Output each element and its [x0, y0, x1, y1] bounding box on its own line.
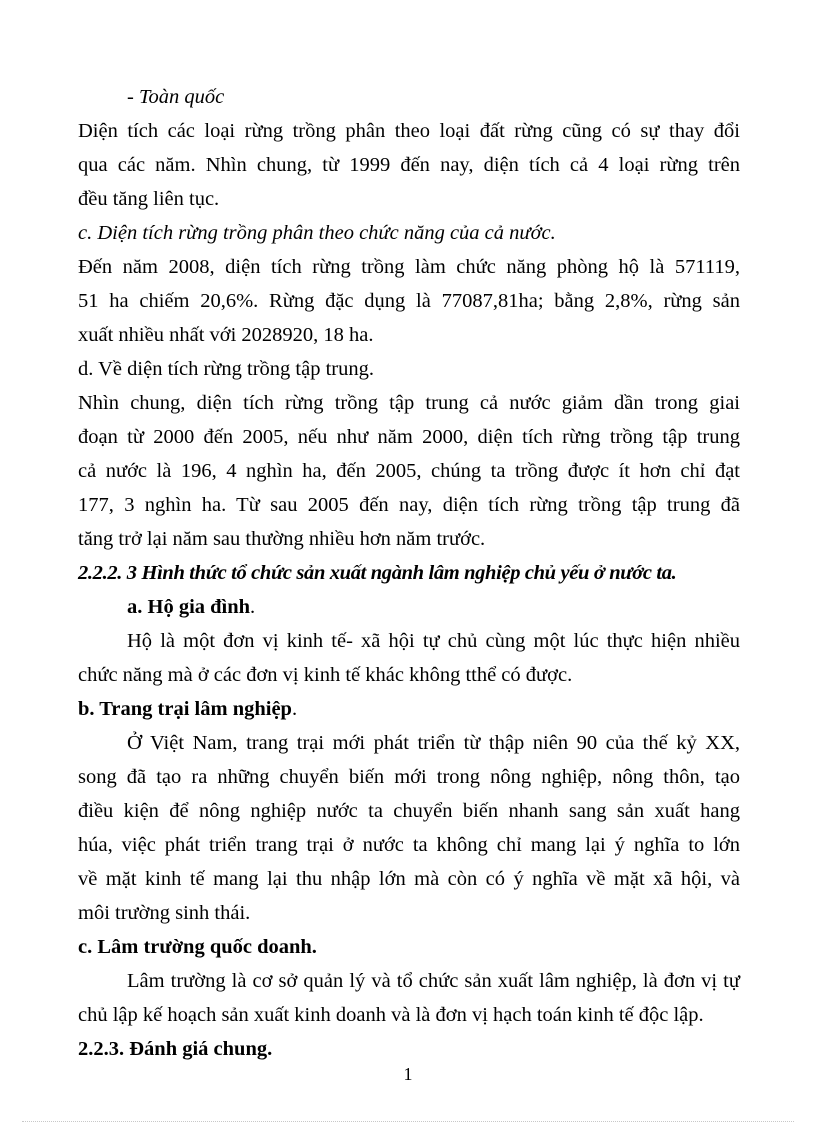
heading-2-2-2-3-hinh-thuc: 2.2.2. 3 Hình thức tổ chức sản xuất ngành lâm nghiệp chủ yếu ở nước ta.	[78, 562, 677, 584]
paragraph-line: Ở Việt Nam, trang trại mới phát triển từ thập niên 90 của thế kỷ XX,	[127, 732, 740, 754]
paragraph-line: Hộ là một đơn vị kinh tế- xã hội tự chủ cùng một lúc thực hiện nhiều	[127, 630, 740, 652]
paragraph-line: xuất nhiều nhất với 2028920, 18 ha.	[78, 324, 374, 346]
paragraph-line: qua các năm. Nhìn chung, từ 1999 đến nay, diện tích cả 4 loại rừng trên	[78, 154, 740, 176]
page-bottom-divider	[22, 1121, 794, 1122]
heading-a-dot: .	[250, 596, 256, 618]
paragraph-line: 177, 3 nghìn ha. Từ sau 2005 đến nay, diện tích rừng trồng tập trung đã	[78, 494, 740, 516]
paragraph-line: húa, việc phát triển trang trại ở nước ta không chỉ mang lại ý nghĩa to lớn	[78, 834, 740, 856]
heading-d-tap-trung: d. Về diện tích rừng trồng tập trung.	[78, 358, 374, 380]
heading-c-chuc-nang: c. Diện tích rừng trồng phân theo chức năng của cả nước.	[78, 222, 556, 244]
paragraph-line: Nhìn chung, diện tích rừng trồng tập trung cả nước giảm dần trong giai	[78, 392, 740, 414]
subheading-toan-quoc: - Toàn quốc	[127, 86, 225, 108]
paragraph-line: đều tăng liên tục.	[78, 188, 220, 210]
page-number: 1	[403, 1064, 413, 1084]
paragraph-line: Lâm trường là cơ sở quản lý và tổ chức sản xuất lâm nghiệp, là đơn vị tự	[127, 970, 740, 992]
paragraph-line: điều kiện để nông nghiệp nước ta chuyển biến nhanh sang sản xuất hang	[78, 800, 740, 822]
document-body	[78, 80, 740, 1066]
heading-c-lam-truong: c. Lâm trường quốc doanh.	[78, 936, 317, 958]
heading-a-ho-gia-dinh	[78, 590, 740, 624]
paragraph-line: chức năng mà ở các đơn vị kinh tế khác không tthể có được.	[78, 664, 573, 686]
paragraph-line: 51 ha chiếm 20,6%. Rừng đặc dụng là 77087,81ha; bằng 2,8%, rừng sản	[78, 290, 740, 312]
paragraph-line: Diện tích các loại rừng trồng phân theo loại đất rừng cũng có sự thay đổi	[78, 120, 740, 142]
heading-2-2-3-danh-gia: 2.2.3. Đánh giá chung.	[78, 1038, 273, 1060]
paragraph-line: song đã tạo ra những chuyển biến mới trong nông nghiệp, nông thôn, tạo	[78, 766, 740, 788]
paragraph-line: môi trường sinh thái.	[78, 902, 251, 924]
heading-b-label: b. Trang trại lâm nghiệp	[78, 698, 292, 720]
heading-b-trang-trai	[78, 692, 740, 726]
heading-b-dot: .	[291, 698, 298, 720]
paragraph-line: cả nước là 196, 4 nghìn ha, đến 2005, chúng ta trồng được ít hơn chỉ đạt	[78, 460, 740, 482]
paragraph-line: chủ lập kế hoạch sản xuất kinh doanh và là đơn vị hạch toán kinh tế độc lập.	[78, 1004, 704, 1026]
heading-a-label: a. Hộ gia đình	[127, 596, 251, 618]
paragraph-line: tăng trở lại năm sau thường nhiều hơn năm trước.	[78, 528, 486, 550]
paragraph-line: Đến năm 2008, diện tích rừng trồng làm chức năng phòng hộ là 571119,	[78, 256, 740, 278]
paragraph-line: về mặt kinh tế mang lại thu nhập lớn mà còn có ý nghĩa về mặt xã hội, và	[78, 868, 740, 890]
paragraph-line: đoạn từ 2000 đến 2005, nếu như năm 2000, diện tích rừng trồng tập trung	[78, 426, 740, 448]
